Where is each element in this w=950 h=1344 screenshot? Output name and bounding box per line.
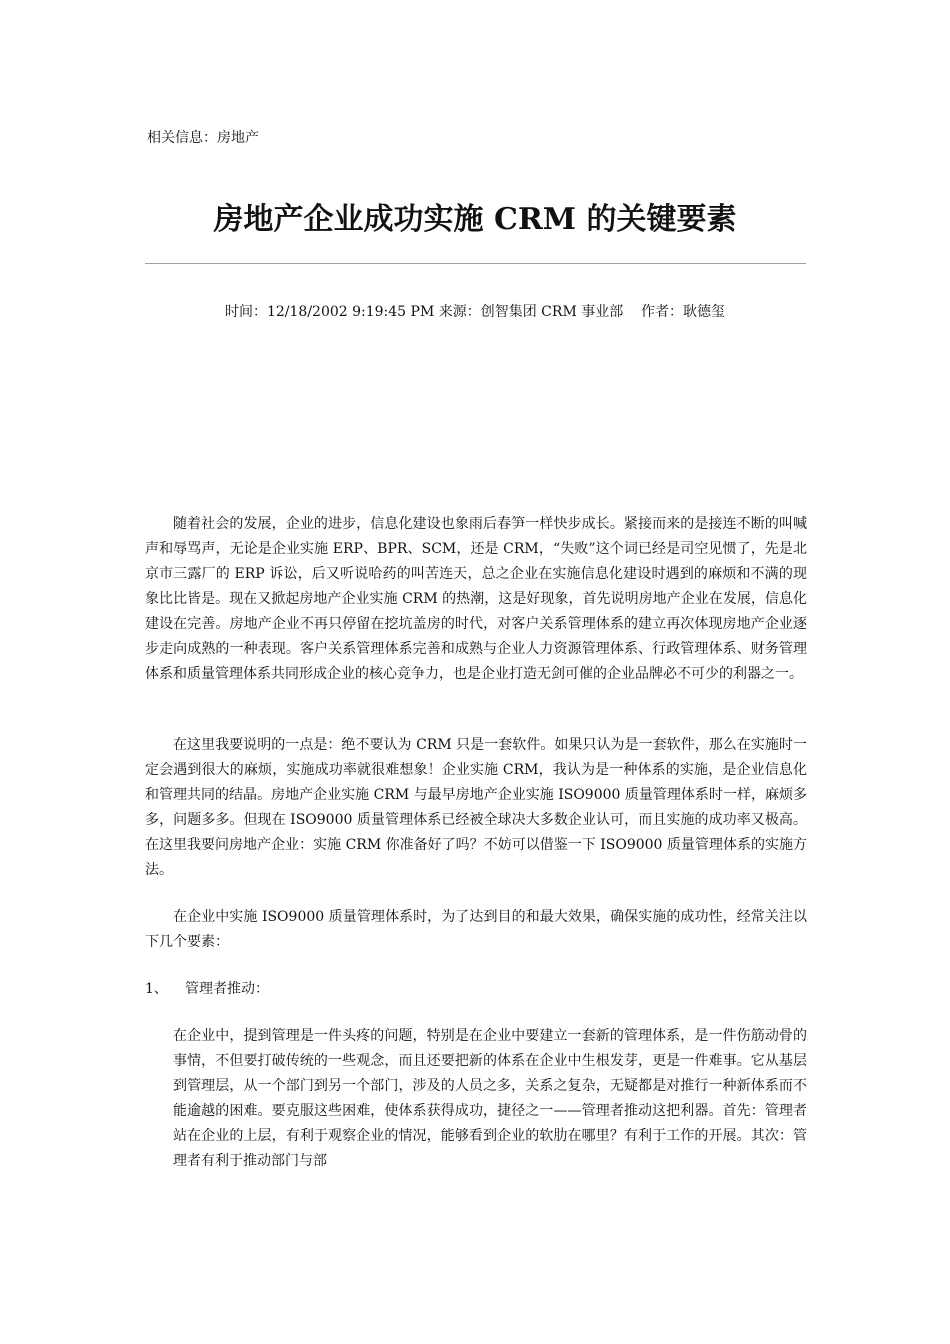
title-divider <box>145 263 806 264</box>
article-meta: 时间：12/18/2002 9:19:45 PM 来源：创智集团 CRM 事业部 作者：耿德玺 <box>224 304 726 320</box>
list-item-heading <box>145 977 269 1002</box>
related-info: 相关信息：房地产 <box>147 130 259 146</box>
article-title: 房地产企业成功实施 CRM 的关键要素 <box>213 202 737 237</box>
paragraph-iso9000-factors: 在企业中实施 ISO9000 质量管理体系时，为了达到目的和最大效果，确保实施的成功性，经常关注以下几个要素： <box>145 909 807 950</box>
paragraph-crm-not-software: 在这里我要说明的一点是：绝不要认为 CRM 只是一套软件。如果只认为是一套软件，那么在实施时一定会遇到很大的麻烦，实施成功率就很难想象！企业实施 CRM，我认为是一种体系的实施，是企业信息化和管理共同的结晶。房地产企业实施 CRM 与最早房地产企业实施 ISO9000 质量管理体系时一样，麻烦多多，问题多多。但现在 ISO9000 质量管理体系已经被全球决大多数企业认可，而且实施的成功率又极高。在这里我要问房地产企业：实施 CRM 你准备好了吗？不妨可以借鉴一下 ISO9000 质量管理体系的实施方法。 <box>145 737 807 878</box>
paragraph-intro: 随着社会的发展，企业的进步，信息化建设也象雨后春笋一样快步成长。紧接而来的是接连不断的叫喊声和辱骂声，无论是企业实施 ERP、BPR、SCM，还是 CRM，“失败”这个词已经是司空见惯了，先是北京市三露厂的 ERP 诉讼，后又听说哈药的叫苦连天，总之企业在实施信息化建设时遇到的麻烦和不满的现象比比皆是。现在又掀起房地产企业实施 CRM 的热潮，这是好现象，首先说明房地产企业在发展，信息化建设在完善。房地产企业不再只停留在挖坑盖房的时代，对客户关系管理体系的建立再次体现房地产企业逐步走向成熟的一种表现。客户关系管理体系完善和成熟与企业人力资源管理体系、行政管理体系、财务管理体系和质量管理体系共同形成企业的核心竞争力，也是企业打造无剑可催的企业品牌必不可少的利器之一。 <box>145 516 807 682</box>
list-item-title: 管理者推动： <box>185 981 269 997</box>
list-item-body: 在企业中，提到管理是一件头疼的问题，特别是在企业中要建立一套新的管理体系，是一件伤筋动骨的事情，不但要打破传统的一些观念，而且还要把新的体系在企业中生根发芽，更是一件难事。它从基层到管理层，从一个部门到另一个部门，涉及的人员之多，关系之复杂，无疑都是对推行一种新体系而不能逾越的困难。要克服这些困难，使体系获得成功，捷径之一——管理者推动这把利器。首先：管理者站在企业的上层，有利于观察企业的情况，能够看到企业的软肋在哪里？有利于工作的开展。其次：管理者有利于推动部门与部 <box>173 1028 807 1169</box>
list-item-number: 1、 <box>145 981 168 997</box>
